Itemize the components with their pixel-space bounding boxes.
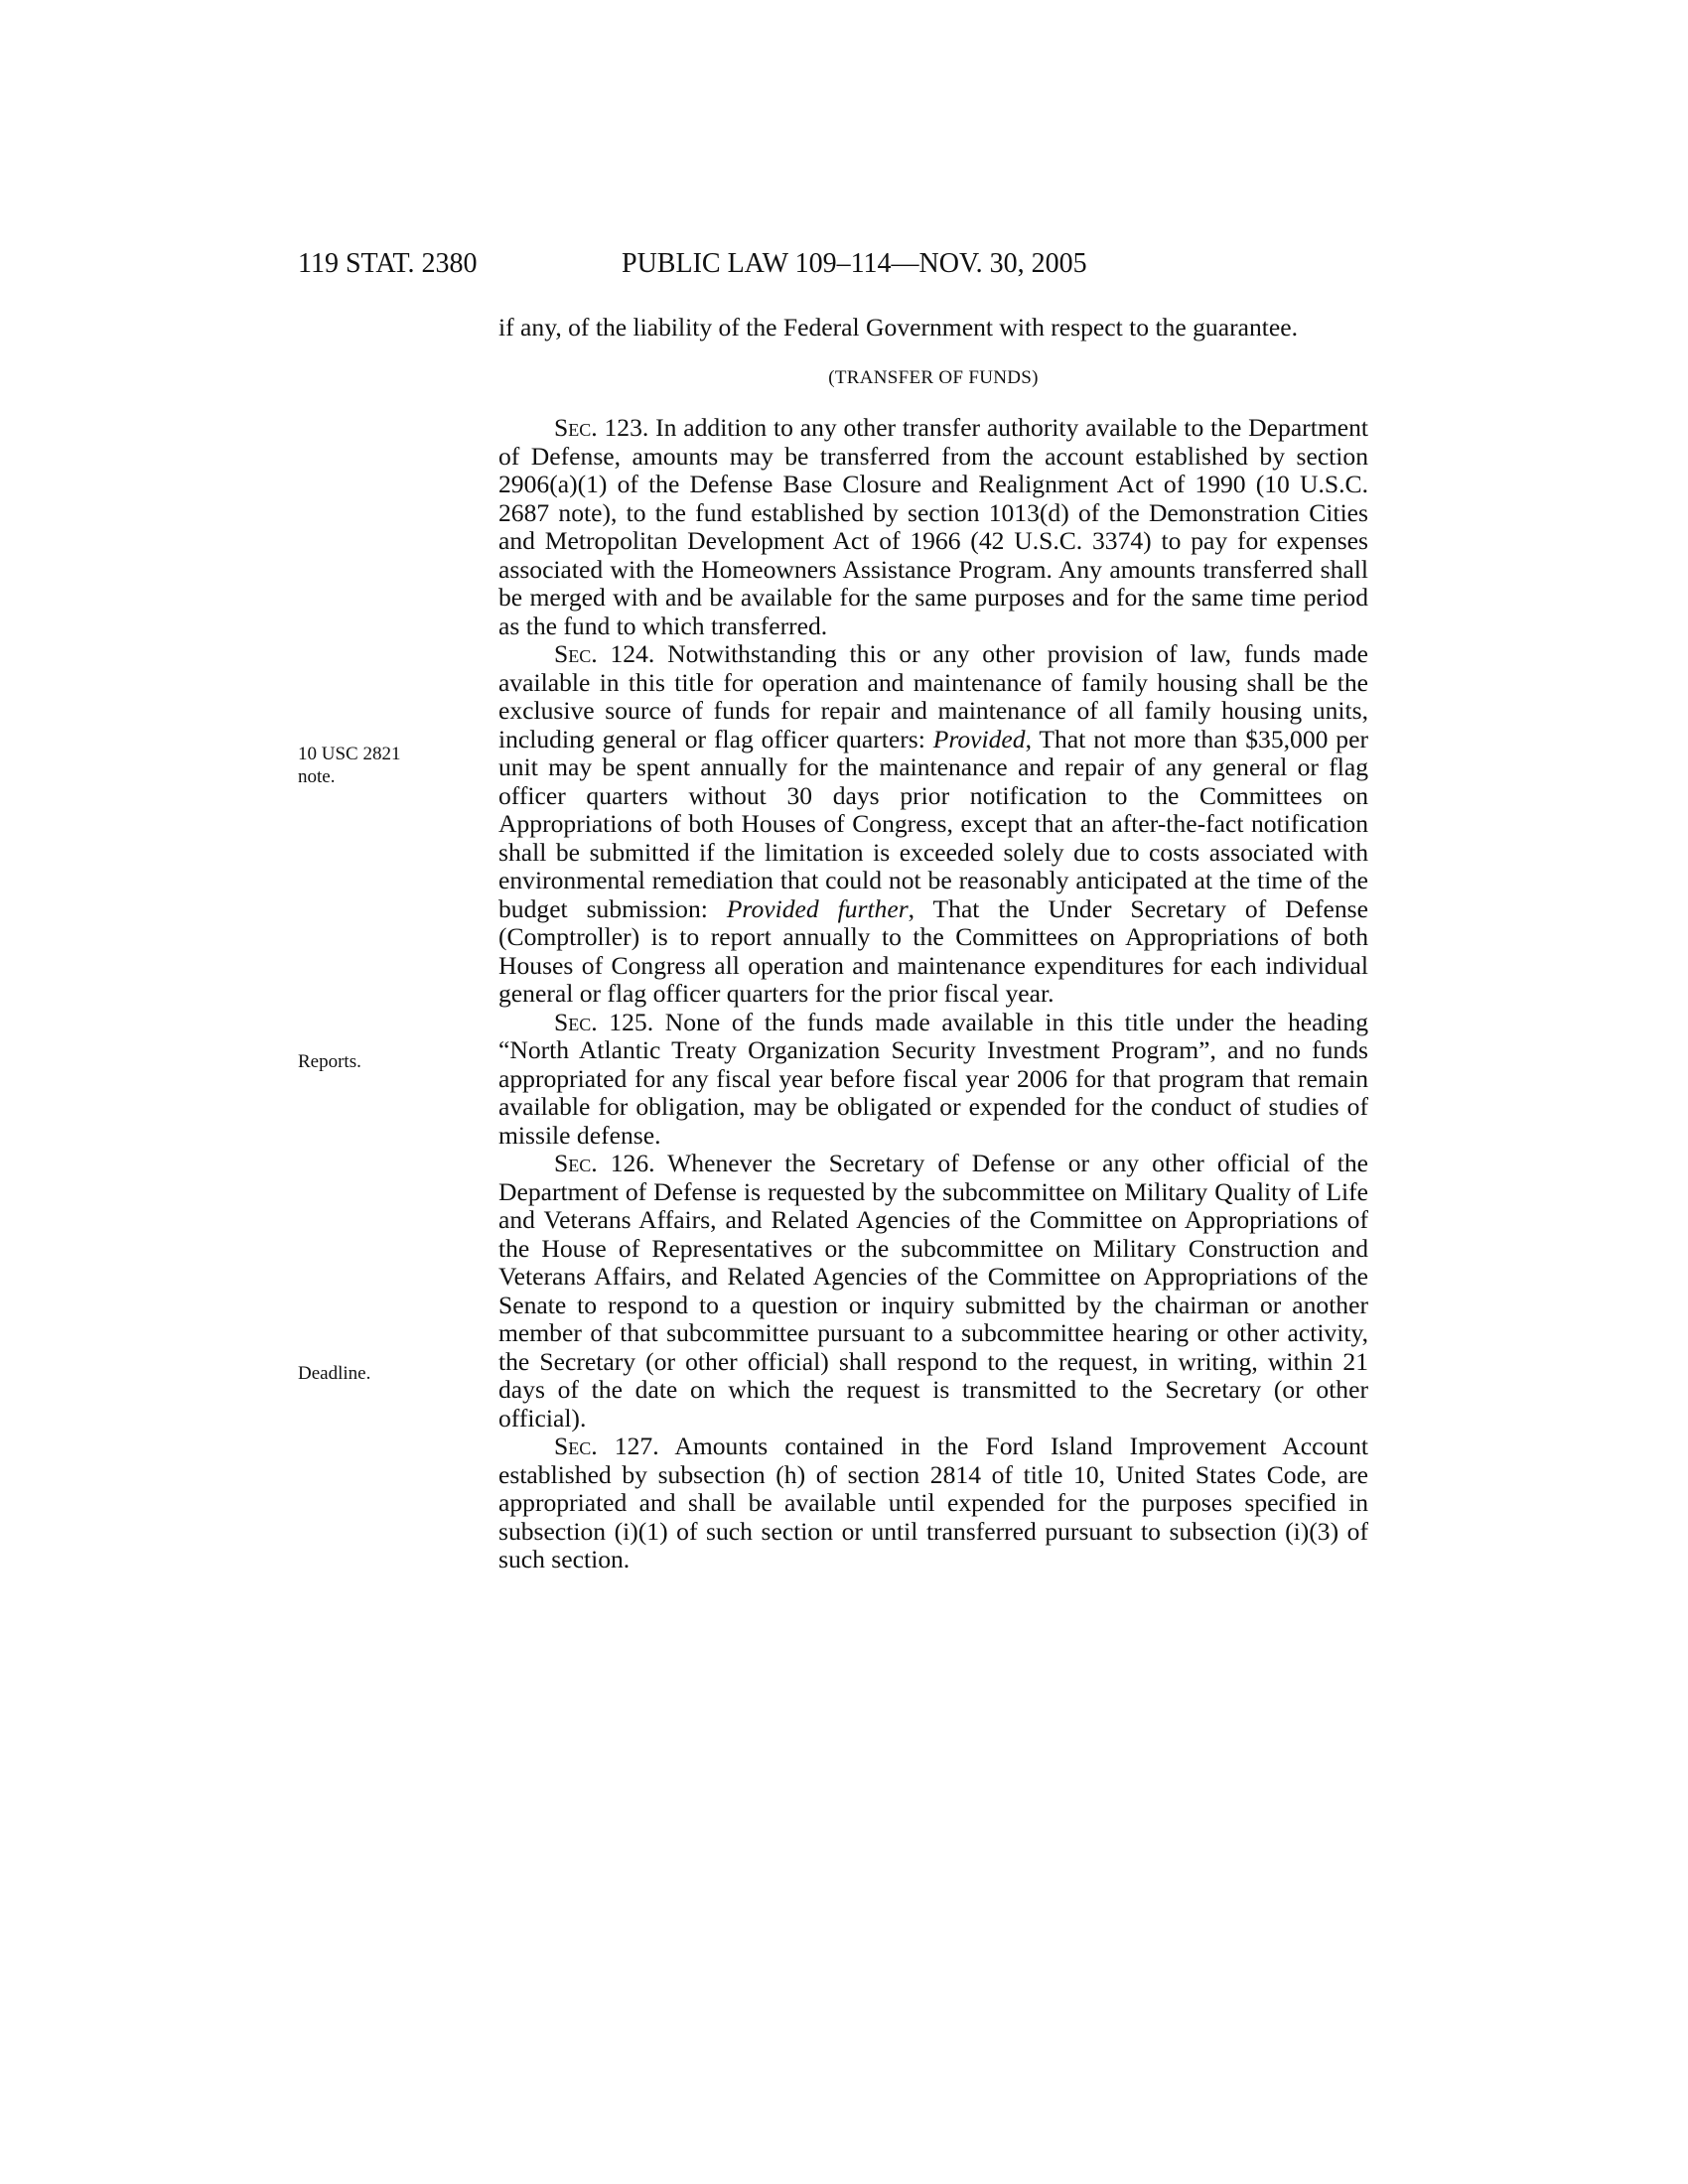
sec-label: Sec [554, 413, 592, 442]
statute-page-number: 119 STAT. 2380 [298, 248, 478, 279]
margin-note-usc [298, 743, 447, 788]
section-125 [498, 1009, 1368, 1151]
sec-label: Sec [554, 639, 592, 668]
continued-paragraph: if any, of the liability of the Federal Government with respect to the guarantee. [498, 313, 1298, 341]
section-124-text-1: . 124. Notwithstanding this or any other provision of law, funds made available in this title for operation and maintenance of family housing shall be the exclusive source of funds for repair and maintenance of all family housing units, including general or flag officer quarters: [498, 639, 1368, 753]
page-header [298, 248, 1370, 288]
section-126-text: . 126. Whenever the Secretary of Defense or any other official of the Department of Defense is requested by the subcommittee on Military Quality of Life and Veterans Affairs, and Related Agencies of the Committee on Appropriations of the House of Representatives or the subcommittee on Military Construction and Veterans Affairs, and Related Agencies of the Committee on Appropriations of the Senate to respond to a question or inquiry submitted by the chairman or another member of that subcommittee pursuant to a subcommittee hearing or other activity, the Secretary (or other official) shall respond to the request, in writing, within 21 days of the date on which the request is transmitted to the Secretary (or other official). [498, 1149, 1368, 1433]
sec-label: Sec [554, 1149, 592, 1177]
section-123 [498, 414, 1368, 640]
provided-italic: Provided [932, 724, 1026, 753]
margin-note-deadline: Deadline. [298, 1363, 371, 1384]
margin-note-usc-line1: 10 USC 2821 [298, 744, 401, 764]
section-124-text-3: , That the Under Secretary of Defense (Comptroller) is to report annually to the Committees on Appropriations of both Houses of Congress all operation and maintenance expenditures for each individual general or flag officer quarters for the prior fiscal year. [498, 893, 1368, 1008]
sec-label: Sec [554, 1432, 592, 1460]
section-127 [498, 1433, 1368, 1574]
section-127-text: . 127. Amounts contained in the Ford Island Improvement Account established by subsection (h) of section 2814 of title 10, United States Code, are appropriated and shall be available until expended for the purposes specified in subsection (i)(1) of such section or until transferred pursuant to subsection (i)(3) of such section. [498, 1432, 1368, 1573]
section-126 [498, 1150, 1368, 1433]
margin-note-reports: Reports. [298, 1051, 361, 1072]
section-123-text: . 123. In addition to any other transfer authority available to the Department of Defense, amounts may be transferred from the account established by section 2906(a)(1) of the Defense Base Closure and Realignment Act of 1990 (10 U.S.C. 2687 note), to the fund established by section 1013(d) of the Demonstration Cities and Metropolitan Development Act of 1966 (42 U.S.C. 3374) to pay for expenses associated with the Homeowners Assistance Program. Any amounts transferred shall be merged with and be available for the same purposes and for the same time period as the fund to which transferred. [498, 413, 1368, 640]
section-124 [498, 640, 1368, 1009]
section-125-text: . 125. None of the funds made available in this title under the heading “North Atlantic Treaty Organization Security Investment Program”, and no funds appropriated for any fiscal year before fiscal year 2006 for that program that remain available for obligation, may be obligated or expended for the conduct of studies of missile defense. [498, 1007, 1368, 1150]
section-heading: (TRANSFER OF FUNDS) [828, 366, 1039, 388]
sec-label: Sec [554, 1007, 592, 1036]
provided-further-italic: Provided further [726, 893, 909, 923]
margin-note-usc-line2: note. [298, 766, 336, 787]
public-law-citation: PUBLIC LAW 109–114—NOV. 30, 2005 [622, 248, 1087, 279]
text-column [498, 314, 1368, 1574]
section-124-text-2: , That not more than $35,000 per unit may be spent annually for the maintenance and repair of any general or flag officer quarters without 30 days prior notification to the Committees on Appropriations of both Houses of Congress, except that an after-the-fact notification shall be submitted if the limitation is exceeded solely due to costs associated with environmental remediation that could not be reasonably anticipated at the time of the budget submission: [498, 724, 1368, 923]
